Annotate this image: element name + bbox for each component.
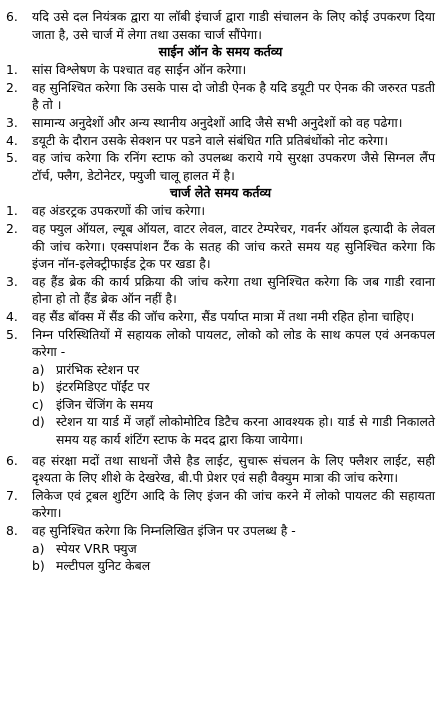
sub-item-letter: c) <box>32 396 44 412</box>
list-item <box>6 487 435 522</box>
item-number: 6. <box>6 9 18 24</box>
sublist-item <box>32 413 435 448</box>
sub-item-text: प्रारंभिक स्टेशन पर <box>56 361 140 377</box>
taking-charge-duties-list <box>6 202 435 574</box>
section-heading-sign-on: साईन ऑन के समय कर्तव्य <box>158 44 283 60</box>
list-item <box>6 202 435 220</box>
item-text: वह सैंड बॉक्स में सैंड की जॉच करेगा, सैंड पर्याप्त मात्रा में तथा नमी रहित होना चाहिए। <box>32 308 415 324</box>
sublist-item <box>32 540 435 558</box>
sub-item-text: मल्टीपल युनिट केबल <box>56 558 151 574</box>
sign-on-duties-list <box>6 61 435 184</box>
list-item <box>6 61 435 79</box>
sub-item-letter: a) <box>32 361 45 377</box>
item-number: 1. <box>6 203 18 219</box>
item-number: 3. <box>6 114 18 130</box>
item-number: 5. <box>6 150 18 166</box>
item-number: 3. <box>6 273 18 289</box>
sublist-item <box>32 378 435 396</box>
sub-item-letter: a) <box>32 540 45 556</box>
list-item <box>6 308 435 326</box>
item-number: 6. <box>6 452 18 468</box>
list-item <box>6 452 435 487</box>
item-number: 5. <box>6 326 18 342</box>
list-item <box>6 326 435 361</box>
list-item <box>6 273 435 308</box>
sub-item-text: स्टेशन या यार्ड में जहाँ लोकोमोटिव डिटैच करना आवश्यक हो। यार्ड से गाडी निकालते समय यह कार्य शंटिंग स्टाफ के मदद द्वारा किया जायेगा। <box>56 414 435 448</box>
item-text: वह जांच करेगा कि रनिंग स्टाफ को उपलब्ध कराये गये सुरक्षा उपकरण जैसे सिग्नल लैंप टॉर्च, फ्लैग, डेटोनेटर, फ्युजी चालू हालत में है। <box>32 150 435 183</box>
item-text: वह सुनिश्चित करेगा कि उसके पास दो जोडी ऐनक है यदि डयूटी पर ऐनक की जरुरत पडती है तो । <box>32 79 435 113</box>
list-item <box>6 8 435 43</box>
coupling-situations-sublist <box>6 361 435 449</box>
section-heading-taking-charge: चार्ज लेते समय कर्तव्य <box>169 185 272 201</box>
item-text: निम्न परिस्थितियों में सहायक लोको पायलट, लोको को लोड के साथ कपल एवं अनकपल करेगा - <box>32 326 435 360</box>
item-text: वह संरक्षा मदों तथा साधनों जैसे हैड लाईट, सुचारू संचलन के लिए फ्लैशर लाईट, सही दृश्यता के लिए शीशे के देखरेख, बी.पी प्रेशर एवं सही वैक्युम मात्रा की जांच करेगा। <box>32 452 435 486</box>
item-number: 1. <box>6 62 18 78</box>
item-text: सांस विश्लेषण के पश्चात वह साईन ऑन करेगा। <box>32 62 247 78</box>
item-text: डयूटी के दौरान उसके सेक्शन पर पडने वाले संबंधित गति प्रतिबंधोंको नोट करेगा। <box>32 132 389 148</box>
list-item <box>6 114 435 132</box>
sub-item-text: इंटरमिडिएट पॉईंट पर <box>56 379 150 395</box>
list-item <box>6 149 435 184</box>
list-item <box>6 220 435 273</box>
item-text: वह हैंड ब्रेक की कार्य प्रक्रिया की जांच करेगा तथा सुनिश्चित करेगा कि जब गाडी रवाना होना हो तो हैंड ब्रेक ऑन नहीं है। <box>32 273 435 307</box>
item-number: 2. <box>6 220 18 236</box>
item-text: वह फ्युल ऑयल, ल्यूब ऑयल, वाटर लेवल, वाटर टेम्परेचर, गवर्नर ऑयल इत्यादी के लेवल की जांच करेगा। एक्सपांशन टैंक के सतह की जांच करते समय यह सुनिश्चित करेगा कि इंजन नॉन-इलेक्ट्रीफाईड ट्रेक पर खडा है। <box>32 220 435 272</box>
item-number: 7. <box>6 487 18 503</box>
sub-item-text: स्पेयर VRR फ्युज <box>56 540 137 556</box>
sub-item-letter: b) <box>32 379 45 395</box>
item-number: 4. <box>6 132 18 148</box>
sublist-item <box>32 557 435 575</box>
sub-item-text: इंजिन चेंजिंग के समय <box>56 396 153 412</box>
sublist-item <box>32 396 435 414</box>
equipment-sublist <box>6 540 435 575</box>
list-item <box>6 79 435 114</box>
sub-item-letter: b) <box>32 558 45 574</box>
item-text: वह अंडरट्रक उपकरणों की जांच करेगा। <box>32 203 206 219</box>
item-number: 8. <box>6 523 18 539</box>
list-item <box>6 132 435 150</box>
item-text: वह सुनिश्चित करेगा कि निम्नलिखित इंजिन पर उपलब्ध है - <box>32 523 296 539</box>
list-item <box>6 522 435 540</box>
item-text: लिकेज एवं ट्रबल शुटिंग आदि के लिए इंजन की जांच करने में लोको पायलट की सहायता करेगा। <box>32 487 435 521</box>
item-number: 2. <box>6 79 18 95</box>
sublist-item <box>32 361 435 379</box>
item-number: 4. <box>6 308 18 324</box>
sub-item-letter: d) <box>32 414 45 430</box>
item-text: सामान्य अनुदेशों और अन्य स्थानीय अनुदेशों आदि जैसे सभी अनुदेशों को वह पढेगा। <box>32 114 403 130</box>
item-text: यदि उसे दल नियंत्रक द्वारा या लॉबी इंचार्ज द्वारा गाडी संचालन के लिए कोई उपकरण दिया जाता है, उसे चार्ज में लेगा तथा उसका चार्ज सौंपेगा। <box>32 9 435 42</box>
